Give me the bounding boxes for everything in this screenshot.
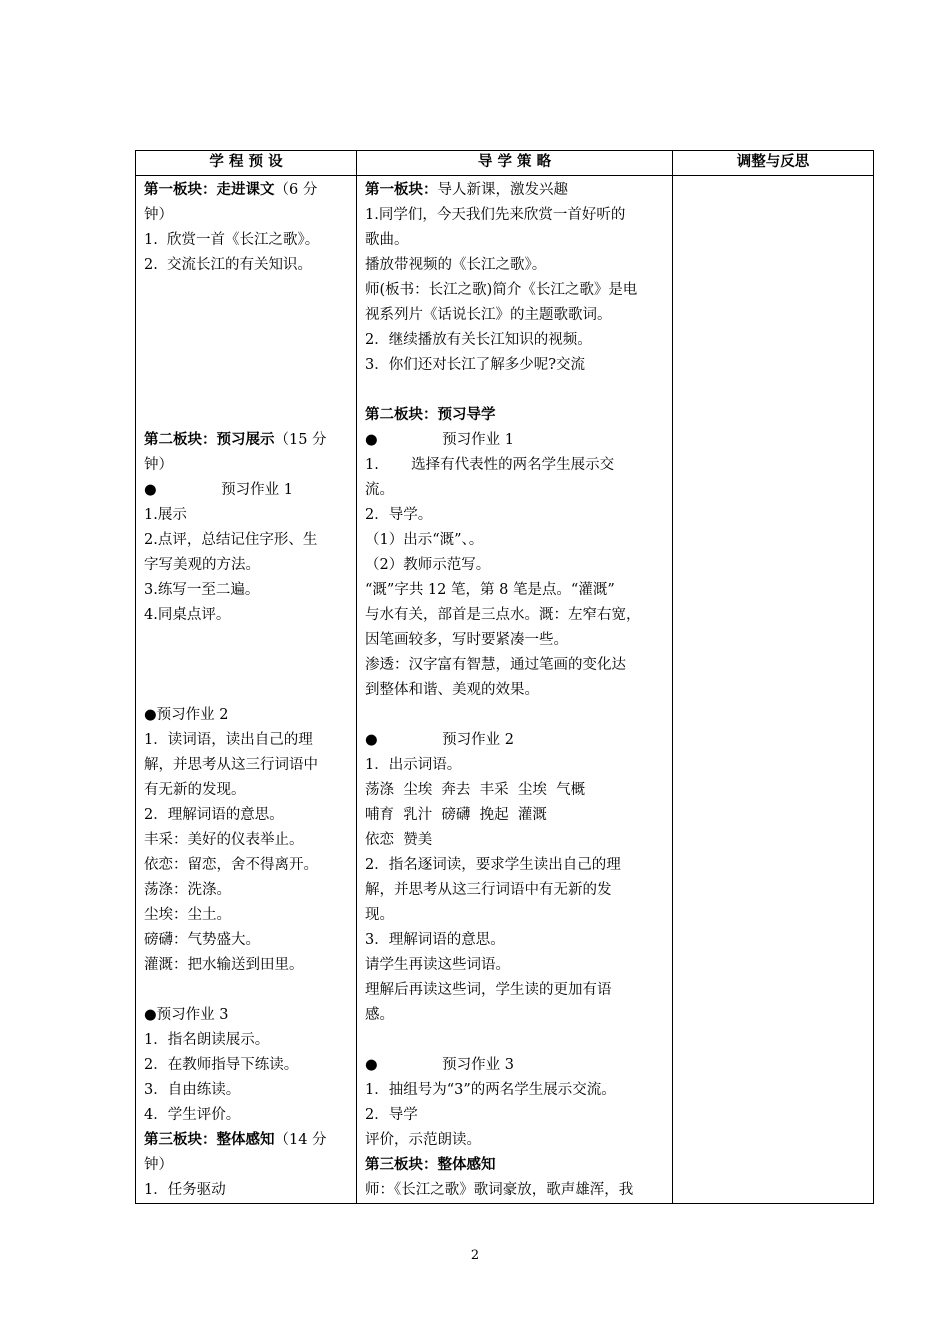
text-line [365,428,666,453]
section-heading: 第二板块：预习导学 [365,407,496,423]
line-text: 2．继续播放有关长江知识的视频。 [365,332,592,348]
line-text: 磅礴：气势盛大。 [144,932,260,948]
text-line [144,803,350,828]
line-text: 渗透：汉字富有智慧，通过笔画的变化达 [365,657,626,673]
text-line [365,303,666,328]
line-text: 3．理解词语的意思。 [365,932,505,948]
section-heading: 第一板块：走进课文 [144,182,275,198]
line-text: 1．指名朗读展示。 [144,1032,270,1048]
header-learning-presets: 学 程 预 设 [136,151,357,176]
text-line [144,553,350,578]
line-text: 到整体和谐、美观的效果。 [365,682,539,698]
text-line [144,528,350,553]
text-line [365,1078,666,1103]
text-line [144,1153,350,1178]
text-line [365,603,666,628]
line-text: 灌溉：把水输送到田里。 [144,957,304,973]
text-line [365,753,666,778]
header-adjustment-reflection: 调整与反思 [673,151,874,176]
line-text: 钟） [144,457,173,473]
line-text: 2.点评，总结记住字形、生 [144,532,318,548]
line-text: 依恋：留恋，舍不得离开。 [144,857,318,873]
line-text: 钟） [144,1157,173,1173]
line-text: ●预习作业 3 [144,1007,229,1023]
line-text: 解，并思考从这三行词语中有无新的发 [365,882,612,898]
adjustment-reflection-cell [673,176,874,1204]
text-line [144,453,350,478]
line-text: 1.展示 [144,507,187,523]
text-line [144,1028,350,1053]
section-heading: 第一板块： [365,182,438,198]
text-line [144,1003,350,1028]
line-text: 1．抽组号为“3”的两名学生展示交流。 [365,1082,616,1098]
text-line [144,203,350,228]
line-text: 尘埃：尘土。 [144,907,231,923]
line-text: （6 分 [274,182,318,198]
text-line [365,1103,666,1128]
line-text: 2．导学。 [365,507,433,523]
line-text: 1.同学们，今天我们先来欣赏一首好听的 [365,207,626,223]
line-text: 字写美观的方法。 [144,557,260,573]
text-line [365,203,666,228]
text-line [144,728,350,753]
text-line [365,1153,666,1178]
text-line [144,853,350,878]
text-line [365,878,666,903]
text-line [144,1078,350,1103]
text-line [365,278,666,303]
content-row [136,176,874,1204]
line-text: 评价，示范朗读。 [365,1132,481,1148]
text-line [365,803,666,828]
text-line [144,753,350,778]
line-text: ● 预习作业 1 [365,432,515,448]
text-line [365,1178,666,1203]
text-line [365,503,666,528]
learning-presets-cell [136,176,357,1204]
text-line [144,878,350,903]
line-text: 1．出示词语。 [365,757,462,773]
line-text: 视系列片《话说长江》的主题歌歌词。 [365,307,612,323]
text-line [144,1178,350,1203]
line-text: “溉”字共 12 笔，第 8 笔是点。“灌溉” [365,582,615,598]
lesson-plan-table [135,150,874,1204]
line-text: 1. 选择有代表性的两名学生展示交 [365,457,615,473]
text-line [144,678,350,703]
line-text: 理解后再读这些词，学生读的更加有语 [365,982,612,998]
text-line [365,453,666,478]
line-text: 有无新的发现。 [144,782,246,798]
line-text: ● 预习作业 1 [144,482,294,498]
text-line [365,778,666,803]
line-text: 解，并思考从这三行词语中 [144,757,318,773]
text-line [365,378,666,403]
line-text: （2）教师示范写。 [365,557,491,573]
text-line [144,378,350,403]
text-line [144,278,350,303]
header-row [136,151,874,176]
text-line [144,403,350,428]
text-line [144,703,350,728]
text-line [365,678,666,703]
line-text: 3．自由练读。 [144,1082,241,1098]
text-line [144,178,350,203]
line-text: 2．在教师指导下练读。 [144,1057,299,1073]
line-text: 荡涤：洗涤。 [144,882,231,898]
line-text: 哺育 乳汁 磅礴 挽起 灌溉 [365,807,547,823]
line-text: 荡涤 尘埃 奔去 丰采 尘埃 气概 [365,782,586,798]
line-text: 现。 [365,907,394,923]
line-text: （14 分 [274,1132,327,1148]
line-text: 4．学生评价。 [144,1107,241,1123]
line-text: 师：《长江之歌》歌词豪放，歌声雄浑，我 [365,1182,634,1198]
text-line [365,1028,666,1053]
text-line [365,1128,666,1153]
text-line [144,653,350,678]
text-line [365,828,666,853]
line-text: 因笔画较多，写时要紧凑一些。 [365,632,568,648]
line-text: 流。 [365,482,394,498]
text-line [144,628,350,653]
text-line [365,178,666,203]
line-text: 导人新课，激发兴趣 [437,182,568,198]
line-text: 3.练写一至二遍。 [144,582,260,598]
text-line [144,903,350,928]
section-heading: 第二板块：预习展示 [144,432,275,448]
line-text: 钟） [144,207,173,223]
text-line [365,528,666,553]
line-text: 丰采：美好的仪表举止。 [144,832,304,848]
text-line [365,353,666,378]
text-line [144,1103,350,1128]
text-line [144,978,350,1003]
line-text: （1）出示“溉”、。 [365,532,484,548]
text-line [365,728,666,753]
text-line [365,703,666,728]
line-text: 依恋 赞美 [365,832,433,848]
text-line [144,328,350,353]
line-text: 2. 交流长江的有关知识。 [144,257,313,273]
text-line [365,903,666,928]
text-line [365,1003,666,1028]
text-line [144,303,350,328]
text-line [144,928,350,953]
text-line [365,653,666,678]
text-line [144,428,350,453]
line-text: 感。 [365,1007,394,1023]
section-heading: 第三板块：整体感知 [365,1157,496,1173]
text-line [144,253,350,278]
text-line [365,478,666,503]
line-text: 2．指名逐词读，要求学生读出自己的理 [365,857,621,873]
text-line [365,228,666,253]
line-text: （15 分 [274,432,327,448]
text-line [365,953,666,978]
text-line [365,578,666,603]
text-line [144,1128,350,1153]
text-line [144,478,350,503]
line-text: 1．读词语，读出自己的理 [144,732,313,748]
line-text: 与水有关，部首是三点水。溉：左窄右宽， [365,607,641,623]
text-line [144,228,350,253]
line-text: 1．任务驱动 [144,1182,226,1198]
guidance-strategies-cell [357,176,673,1204]
text-line [144,778,350,803]
text-line [365,328,666,353]
line-text: 歌曲。 [365,232,409,248]
line-text: 1. 欣赏一首《长江之歌》。 [144,232,320,248]
text-line [144,578,350,603]
line-text: 3．你们还对长江了解多少呢?交流 [365,357,585,373]
text-line [144,603,350,628]
section-heading: 第三板块：整体感知 [144,1132,275,1148]
line-text: ● 预习作业 2 [365,732,515,748]
line-text: 4.同桌点评。 [144,607,231,623]
line-text: 请学生再读这些词语。 [365,957,510,973]
text-line [365,553,666,578]
text-line [144,503,350,528]
line-text: 2．理解词语的意思。 [144,807,284,823]
text-line [144,353,350,378]
text-line [365,928,666,953]
text-line [144,953,350,978]
text-line [144,828,350,853]
line-text: 播放带视频的《长江之歌》。 [365,257,547,273]
text-line [365,403,666,428]
text-line [365,978,666,1003]
page-number: 2 [470,1248,480,1263]
line-text: ● 预习作业 3 [365,1057,515,1073]
text-line [365,853,666,878]
header-guidance-strategies: 导 学 策 略 [357,151,673,176]
text-line [365,253,666,278]
text-line [365,1053,666,1078]
line-text: ●预习作业 2 [144,707,229,723]
text-line [144,1053,350,1078]
line-text: 师(板书：长江之歌)简介《长江之歌》是电 [365,282,638,298]
text-line [365,628,666,653]
line-text: 2．导学 [365,1107,418,1123]
